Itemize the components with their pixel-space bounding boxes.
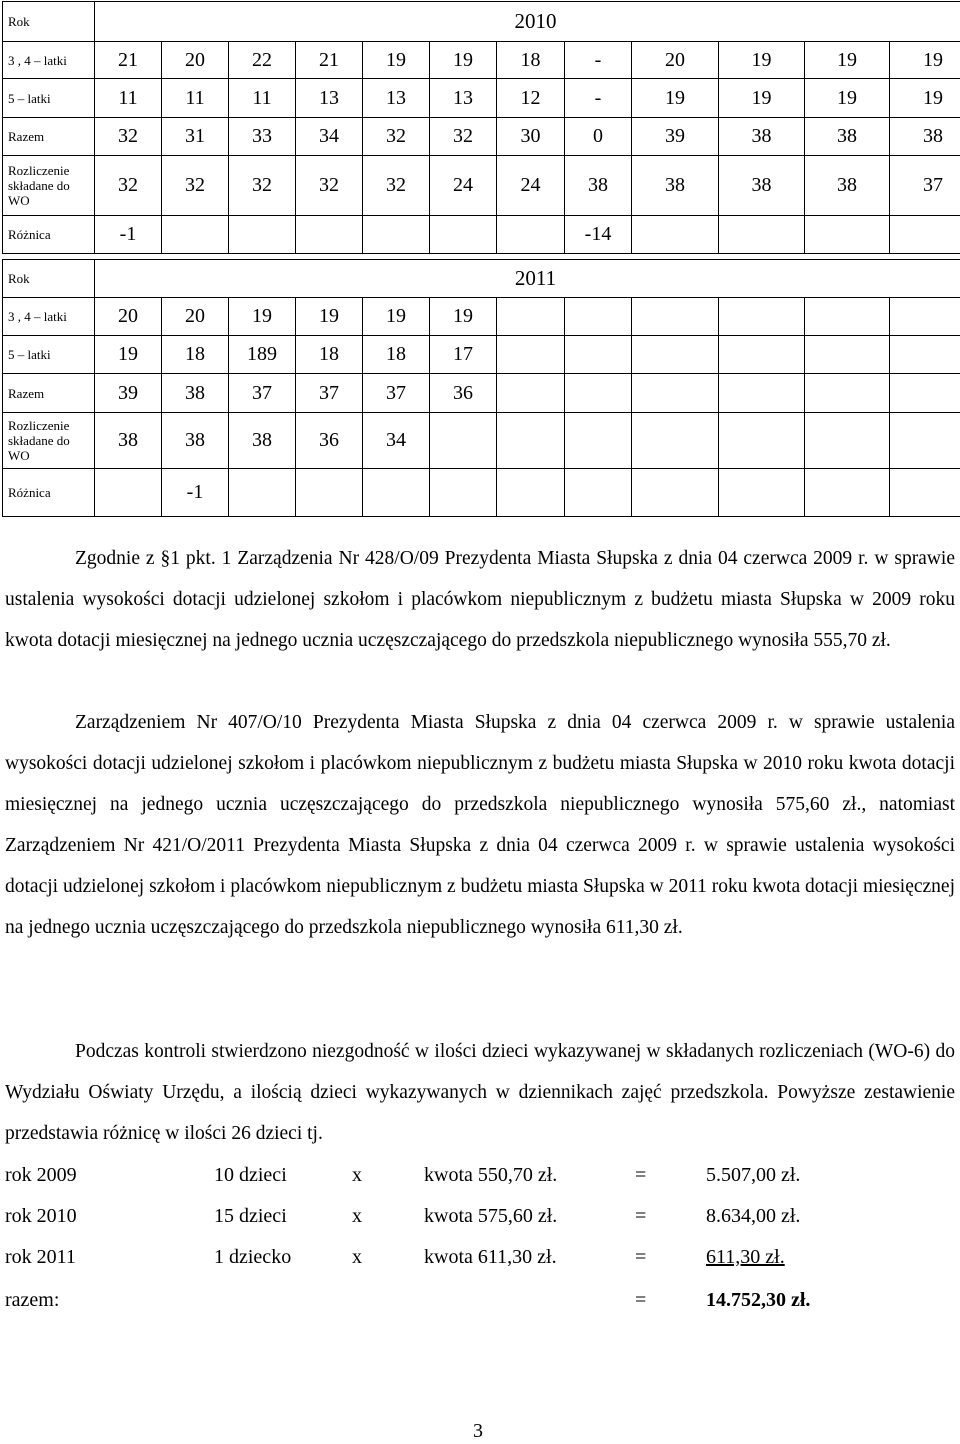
row-label: Rok bbox=[3, 260, 95, 298]
total-eq: = bbox=[635, 1289, 647, 1311]
diff-cell bbox=[632, 216, 719, 254]
table-cell: 38 bbox=[229, 413, 296, 469]
table-cell: 32 bbox=[95, 156, 162, 216]
diff-cell bbox=[363, 216, 430, 254]
table-cell bbox=[565, 374, 632, 413]
calc-amount: kwota 611,30 zł. bbox=[424, 1246, 557, 1268]
diff-cell bbox=[363, 469, 430, 517]
table-cell: 34 bbox=[363, 413, 430, 469]
table-cell: 21 bbox=[95, 42, 162, 79]
table-row bbox=[3, 118, 960, 156]
calc-x: x bbox=[352, 1164, 362, 1186]
table-cell bbox=[890, 374, 960, 413]
table-cell: 20 bbox=[162, 298, 229, 336]
calc-x: x bbox=[352, 1205, 362, 1227]
calc-x: x bbox=[352, 1246, 362, 1268]
table-cell: 37 bbox=[363, 374, 430, 413]
table-cell: 19 bbox=[296, 298, 363, 336]
table-cell: 32 bbox=[430, 118, 497, 156]
table-cell: - bbox=[565, 42, 632, 79]
paragraph-2: Zarządzeniem Nr 407/O/10 Prezydenta Miasta Słupska z dnia 04 czerwca 2009 r. w sprawie ustalenia wysokości dotacji udzielonej szkołom i placówkom niepublicznym z budżetu miasta Słupska w 2010 roku kwota dotacji miesięcznej na jednego ucznia uczęszczającego do przedszkola niepublicznego wynosiła 575,60 zł., natomiast Zarządzeniem Nr 421/O/2011 Prezydenta Miasta Słupska z dnia 04 czerwca 2009 r. w sprawie ustalenia wysokości dotacji udzielonej szkołom i placówkom niepublicznym z budżetu miasta Słupska w 2011 roku kwota dotacji miesięcznej na jednego ucznia uczęszczającego do przedszkola niepublicznego wynosiła 611,30 zł. bbox=[5, 712, 955, 938]
table-cell: 19 bbox=[890, 42, 960, 79]
calc-row-2010 bbox=[5, 1196, 955, 1237]
calc-row-2011 bbox=[5, 1237, 955, 1278]
table-cell bbox=[719, 374, 805, 413]
table-cell bbox=[890, 413, 960, 469]
table-cell: 33 bbox=[229, 118, 296, 156]
diff-cell bbox=[296, 469, 363, 517]
table-cell: 38 bbox=[805, 118, 890, 156]
table-cell: 32 bbox=[363, 156, 430, 216]
calc-total-row bbox=[5, 1280, 955, 1321]
diff-cell: -1 bbox=[162, 469, 229, 517]
calc-eq: = bbox=[635, 1164, 647, 1186]
row-label: 5 – latki bbox=[3, 336, 95, 374]
table-row bbox=[3, 42, 960, 79]
row-label: Rozliczenie składane do WO bbox=[3, 413, 95, 469]
table-cell: 37 bbox=[229, 374, 296, 413]
diff-cell: -1 bbox=[95, 216, 162, 254]
table-row bbox=[3, 374, 960, 413]
table-cell: 38 bbox=[162, 374, 229, 413]
table-cell bbox=[890, 336, 960, 374]
table-cell: 19 bbox=[719, 79, 805, 118]
diff-cell bbox=[565, 469, 632, 517]
row-label: 3 , 4 – latki bbox=[3, 298, 95, 336]
table-cell: 38 bbox=[719, 118, 805, 156]
table-cell: 19 bbox=[890, 79, 960, 118]
table-cell bbox=[565, 298, 632, 336]
table-cell: 22 bbox=[229, 42, 296, 79]
calc-result: 8.634,00 zł. bbox=[706, 1205, 801, 1227]
table-2010 bbox=[2, 1, 960, 254]
paragraph-1: Zgodnie z §1 pkt. 1 Zarządzenia Nr 428/O/09 Prezydenta Miasta Słupska z dnia 04 czerwca 2009 r. w sprawie ustalenia wysokości dotacji udzielonej szkołom i placówkom niepublicznym z budżetu miasta Słupska w 2009 roku kwota dotacji miesięcznej na jednego ucznia uczęszczającego do przedszkola niepublicznego wynosiła 555,70 zł. bbox=[5, 548, 955, 651]
year-row bbox=[3, 2, 960, 42]
table-cell: 38 bbox=[805, 156, 890, 216]
row-label: 5 – latki bbox=[3, 79, 95, 118]
calc-children: 15 dzieci bbox=[214, 1205, 287, 1227]
table-row bbox=[3, 413, 960, 469]
table-cell: 19 bbox=[805, 79, 890, 118]
diff-cell bbox=[95, 469, 162, 517]
table-cell: 36 bbox=[430, 374, 497, 413]
row-label: Rozliczenie składane do WO bbox=[3, 156, 95, 216]
year-cell: 2011 bbox=[95, 260, 960, 298]
calc-amount: kwota 575,60 zł. bbox=[424, 1205, 558, 1227]
calc-result: 611,30 zł. bbox=[706, 1246, 785, 1268]
diff-row bbox=[3, 469, 960, 517]
table-row bbox=[3, 79, 960, 118]
calc-year: rok 2010 bbox=[5, 1205, 77, 1227]
table-cell bbox=[805, 374, 890, 413]
calc-children: 10 dzieci bbox=[214, 1164, 287, 1186]
table-cell: 19 bbox=[95, 336, 162, 374]
table-2011 bbox=[2, 259, 960, 517]
table-cell: 11 bbox=[162, 79, 229, 118]
table-cell: 31 bbox=[162, 118, 229, 156]
table-cell: 32 bbox=[162, 156, 229, 216]
diff-cell bbox=[430, 216, 497, 254]
calc-children: 1 dziecko bbox=[214, 1246, 292, 1268]
table-cell: 38 bbox=[890, 118, 960, 156]
table-cell: 13 bbox=[363, 79, 430, 118]
year-row bbox=[3, 260, 960, 298]
table-cell: 18 bbox=[162, 336, 229, 374]
table-cell bbox=[497, 374, 565, 413]
table-cell bbox=[632, 413, 719, 469]
table-cell: - bbox=[565, 79, 632, 118]
table-cell: 13 bbox=[430, 79, 497, 118]
diff-cell bbox=[719, 469, 805, 517]
table-cell bbox=[430, 413, 497, 469]
calc-eq: = bbox=[635, 1205, 647, 1227]
table-cell bbox=[719, 298, 805, 336]
calc-row-2009 bbox=[5, 1155, 955, 1196]
calc-year: rok 2011 bbox=[5, 1246, 76, 1268]
table-cell: 20 bbox=[162, 42, 229, 79]
diff-cell bbox=[430, 469, 497, 517]
table-cell: 11 bbox=[95, 79, 162, 118]
diff-cell bbox=[497, 469, 565, 517]
table-cell bbox=[497, 413, 565, 469]
total-label: razem: bbox=[5, 1289, 60, 1311]
table-cell: 19 bbox=[430, 298, 497, 336]
table-cell: 32 bbox=[296, 156, 363, 216]
table-cell bbox=[497, 336, 565, 374]
table-cell: 21 bbox=[296, 42, 363, 79]
diff-cell bbox=[229, 469, 296, 517]
table-cell: 19 bbox=[363, 298, 430, 336]
table-cell: 19 bbox=[719, 42, 805, 79]
table-cell: 36 bbox=[296, 413, 363, 469]
table-cell bbox=[632, 336, 719, 374]
diff-cell bbox=[632, 469, 719, 517]
diff-cell bbox=[719, 216, 805, 254]
table-cell: 19 bbox=[805, 42, 890, 79]
table-cell: 13 bbox=[296, 79, 363, 118]
diff-cell bbox=[890, 216, 960, 254]
calc-eq: = bbox=[635, 1246, 647, 1268]
table-cell: 19 bbox=[632, 79, 719, 118]
table-cell: 11 bbox=[229, 79, 296, 118]
year-cell: 2010 bbox=[95, 2, 960, 42]
table-cell bbox=[719, 336, 805, 374]
paragraph-3: Podczas kontroli stwierdzono niezgodność w ilości dzieci wykazywanej w składanych rozliczeniach (WO-6) do Wydziału Oświaty Urzędu, a ilością dzieci wykazywanych w dziennikach zajęć przedszkola. Powyższe zestawienie przedstawia różnicę w ilości 26 dzieci tj. bbox=[5, 1041, 955, 1144]
diff-cell bbox=[805, 216, 890, 254]
diff-cell bbox=[162, 216, 229, 254]
table-cell bbox=[719, 413, 805, 469]
table-cell: 38 bbox=[632, 156, 719, 216]
table-row bbox=[3, 298, 960, 336]
table-cell: 20 bbox=[95, 298, 162, 336]
table-cell bbox=[632, 374, 719, 413]
table-cell: 12 bbox=[497, 79, 565, 118]
row-label: Różnica bbox=[3, 469, 95, 517]
row-label: Różnica bbox=[3, 216, 95, 254]
table-cell: 38 bbox=[719, 156, 805, 216]
table-cell: 18 bbox=[497, 42, 565, 79]
table-cell: 189 bbox=[229, 336, 296, 374]
diff-cell bbox=[296, 216, 363, 254]
table-cell: 20 bbox=[632, 42, 719, 79]
table-cell: 39 bbox=[95, 374, 162, 413]
table-cell: 38 bbox=[565, 156, 632, 216]
table-cell bbox=[805, 298, 890, 336]
table-cell: 37 bbox=[890, 156, 960, 216]
table-cell: 19 bbox=[363, 42, 430, 79]
table-cell: 39 bbox=[632, 118, 719, 156]
table-cell bbox=[565, 413, 632, 469]
table-cell: 19 bbox=[430, 42, 497, 79]
table-cell bbox=[805, 336, 890, 374]
table-cell: 0 bbox=[565, 118, 632, 156]
diff-cell bbox=[890, 469, 960, 517]
table-cell: 34 bbox=[296, 118, 363, 156]
table-cell bbox=[890, 298, 960, 336]
calc-year: rok 2009 bbox=[5, 1164, 77, 1186]
page-number: 3 bbox=[473, 1420, 483, 1442]
diff-cell bbox=[805, 469, 890, 517]
table-cell: 17 bbox=[430, 336, 497, 374]
table-row bbox=[3, 336, 960, 374]
table-cell bbox=[565, 336, 632, 374]
diff-row bbox=[3, 216, 960, 254]
row-label: Razem bbox=[3, 118, 95, 156]
table-cell bbox=[497, 298, 565, 336]
table-cell: 32 bbox=[363, 118, 430, 156]
table-cell: 24 bbox=[497, 156, 565, 216]
table-cell: 37 bbox=[296, 374, 363, 413]
table-cell: 18 bbox=[296, 336, 363, 374]
table-cell bbox=[632, 298, 719, 336]
table-cell: 18 bbox=[363, 336, 430, 374]
table-cell: 38 bbox=[162, 413, 229, 469]
table-cell: 19 bbox=[229, 298, 296, 336]
row-label: Razem bbox=[3, 374, 95, 413]
diff-cell bbox=[497, 216, 565, 254]
row-label: 3 , 4 – latki bbox=[3, 42, 95, 79]
row-label: Rok bbox=[3, 2, 95, 42]
table-cell: 24 bbox=[430, 156, 497, 216]
table-cell: 32 bbox=[229, 156, 296, 216]
calc-amount: kwota 550,70 zł. bbox=[424, 1164, 558, 1186]
table-cell: 38 bbox=[95, 413, 162, 469]
table-row bbox=[3, 156, 960, 216]
table-cell: 30 bbox=[497, 118, 565, 156]
table-cell bbox=[805, 413, 890, 469]
calc-result: 5.507,00 zł. bbox=[706, 1164, 801, 1186]
total-value: 14.752,30 zł. bbox=[706, 1289, 811, 1311]
table-cell: 32 bbox=[95, 118, 162, 156]
diff-cell bbox=[229, 216, 296, 254]
diff-cell: -14 bbox=[565, 216, 632, 254]
